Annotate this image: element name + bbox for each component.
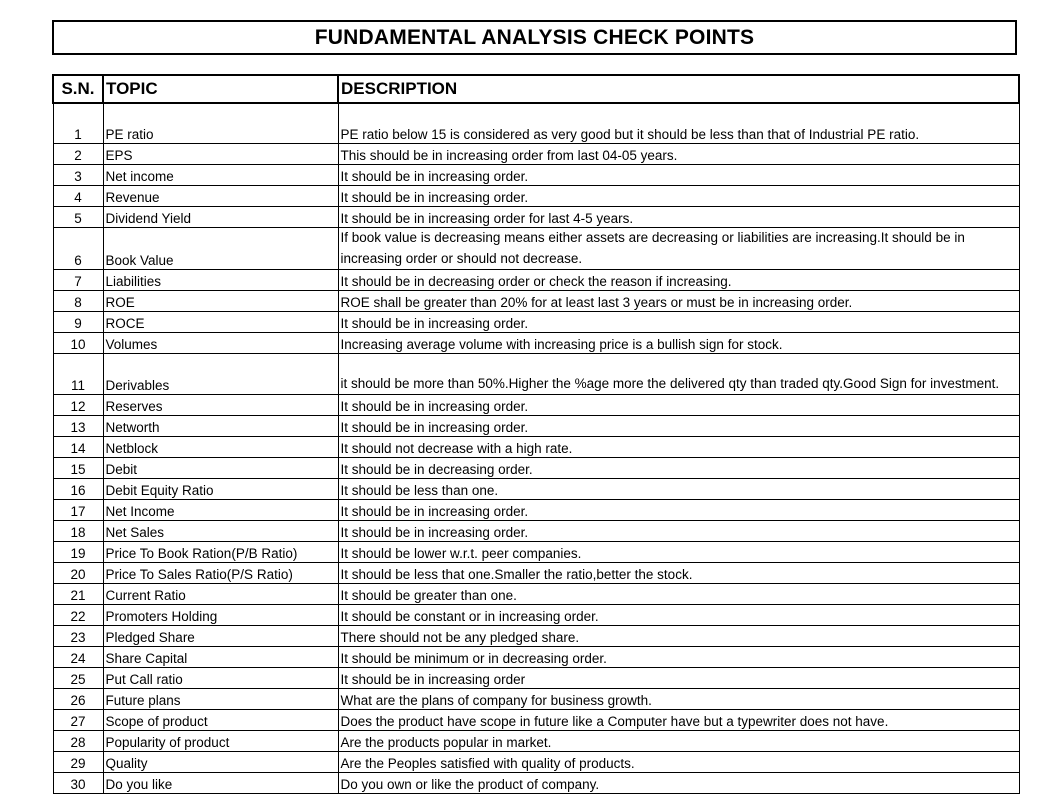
row-sn: 22 [53,605,103,626]
row-topic: Pledged Share [103,626,338,647]
table-row [53,228,1019,270]
row-topic: Networth [103,416,338,437]
table-row [53,395,1019,416]
row-description: It should be minimum or in decreasing order. [338,647,1019,668]
table-row [53,479,1019,500]
page-title: FUNDAMENTAL ANALYSIS CHECK POINTS [52,20,1017,55]
row-sn: 28 [53,731,103,752]
row-description: It should be in increasing order [338,668,1019,689]
table-row [53,731,1019,752]
row-sn: 30 [53,773,103,794]
table-row [53,354,1019,395]
row-sn: 27 [53,710,103,731]
row-sn: 25 [53,668,103,689]
row-description: It should be in increasing order. [338,500,1019,521]
row-description: It should be less that one.Smaller the ratio,better the stock. [338,563,1019,584]
row-description: It should be in increasing order. [338,521,1019,542]
row-sn: 3 [53,165,103,186]
table-row [53,291,1019,312]
row-sn: 9 [53,312,103,333]
row-sn: 15 [53,458,103,479]
row-description: It should be in increasing order for last 4-5 years. [338,207,1019,228]
table-row [53,563,1019,584]
row-topic: Do you like [103,773,338,794]
row-description: There should not be any pledged share. [338,626,1019,647]
row-topic: Scope of product [103,710,338,731]
table-row [53,416,1019,437]
table-row [53,626,1019,647]
row-sn: 5 [53,207,103,228]
row-sn: 23 [53,626,103,647]
row-sn: 13 [53,416,103,437]
row-topic: PE ratio [103,103,338,144]
row-topic: Price To Sales Ratio(P/S Ratio) [103,563,338,584]
row-topic: Price To Book Ration(P/B Ratio) [103,542,338,563]
row-sn: 21 [53,584,103,605]
row-sn: 14 [53,437,103,458]
row-topic: EPS [103,144,338,165]
row-topic: Future plans [103,689,338,710]
row-sn: 26 [53,689,103,710]
row-description: Are the products popular in market. [338,731,1019,752]
row-topic: Debit Equity Ratio [103,479,338,500]
table-row [53,165,1019,186]
row-topic: Book Value [103,228,338,270]
row-description: PE ratio below 15 is considered as very good but it should be less than that of Industrial PE ratio. [338,103,1019,144]
table-row [53,144,1019,165]
table-row [53,647,1019,668]
row-topic: Liabilities [103,270,338,291]
row-sn: 18 [53,521,103,542]
table-row [53,584,1019,605]
row-description: It should be greater than one. [338,584,1019,605]
row-description: ROE shall be greater than 20% for at least last 3 years or must be in increasing order. [338,291,1019,312]
row-sn: 12 [53,395,103,416]
row-topic: Net Sales [103,521,338,542]
row-description: Are the Peoples satisfied with quality of products. [338,752,1019,773]
row-description: It should be in decreasing order. [338,458,1019,479]
table-row [53,710,1019,731]
row-topic: ROCE [103,312,338,333]
row-description: It should not decrease with a high rate. [338,437,1019,458]
table-row [53,333,1019,354]
table-row [53,103,1019,144]
row-description: It should be lower w.r.t. peer companies. [338,542,1019,563]
row-sn: 16 [53,479,103,500]
table-row [53,458,1019,479]
row-topic: Current Ratio [103,584,338,605]
row-sn: 2 [53,144,103,165]
row-sn: 29 [53,752,103,773]
row-topic: Debit [103,458,338,479]
row-description: It should be in decreasing order or check the reason if increasing. [338,270,1019,291]
row-description: If book value is decreasing means either assets are decreasing or liabilities are increasing.It should be in increasing order or should not decrease. [338,228,1019,270]
row-sn: 11 [53,354,103,395]
row-topic: Popularity of product [103,731,338,752]
row-sn: 24 [53,647,103,668]
table-row [53,186,1019,207]
row-sn: 17 [53,500,103,521]
table-row [53,668,1019,689]
table-row [53,500,1019,521]
row-sn: 6 [53,228,103,270]
row-description: It should be in increasing order. [338,416,1019,437]
row-description: it should be more than 50%.Higher the %age more the delivered qty than traded qty.Good Sign for investment. [338,354,1019,395]
header-description: DESCRIPTION [338,75,1019,103]
row-sn: 8 [53,291,103,312]
row-description: What are the plans of company for business growth. [338,689,1019,710]
table-row [53,689,1019,710]
header-row [53,75,1019,103]
table-row [53,270,1019,291]
row-topic: Volumes [103,333,338,354]
row-description: It should be in increasing order. [338,165,1019,186]
row-description: Do you own or like the product of company. [338,773,1019,794]
row-topic: Net Income [103,500,338,521]
table-row [53,605,1019,626]
row-sn: 10 [53,333,103,354]
table-row [53,773,1019,794]
row-sn: 19 [53,542,103,563]
row-topic: Promoters Holding [103,605,338,626]
row-description: It should be in increasing order. [338,312,1019,333]
table-row [53,752,1019,773]
row-topic: Netblock [103,437,338,458]
row-topic: Share Capital [103,647,338,668]
row-topic: Net income [103,165,338,186]
table-row [53,521,1019,542]
row-description: This should be in increasing order from last 04-05 years. [338,144,1019,165]
row-description: It should be constant or in increasing order. [338,605,1019,626]
row-description: Increasing average volume with increasing price is a bullish sign for stock. [338,333,1019,354]
row-description: It should be in increasing order. [338,395,1019,416]
row-sn: 20 [53,563,103,584]
row-topic: Revenue [103,186,338,207]
row-description: Does the product have scope in future like a Computer have but a typewriter does not have. [338,710,1019,731]
row-topic: Dividend Yield [103,207,338,228]
row-topic: Put Call ratio [103,668,338,689]
row-sn: 7 [53,270,103,291]
table-row [53,207,1019,228]
row-sn: 4 [53,186,103,207]
row-topic: Derivables [103,354,338,395]
table-row [53,542,1019,563]
row-description: It should be in increasing order. [338,186,1019,207]
table-row [53,437,1019,458]
table-row [53,312,1019,333]
checkpoints-table [52,74,1020,794]
header-sn: S.N. [53,75,103,103]
header-topic: TOPIC [103,75,338,103]
row-sn: 1 [53,103,103,144]
row-topic: Quality [103,752,338,773]
row-topic: ROE [103,291,338,312]
row-description: It should be less than one. [338,479,1019,500]
row-topic: Reserves [103,395,338,416]
